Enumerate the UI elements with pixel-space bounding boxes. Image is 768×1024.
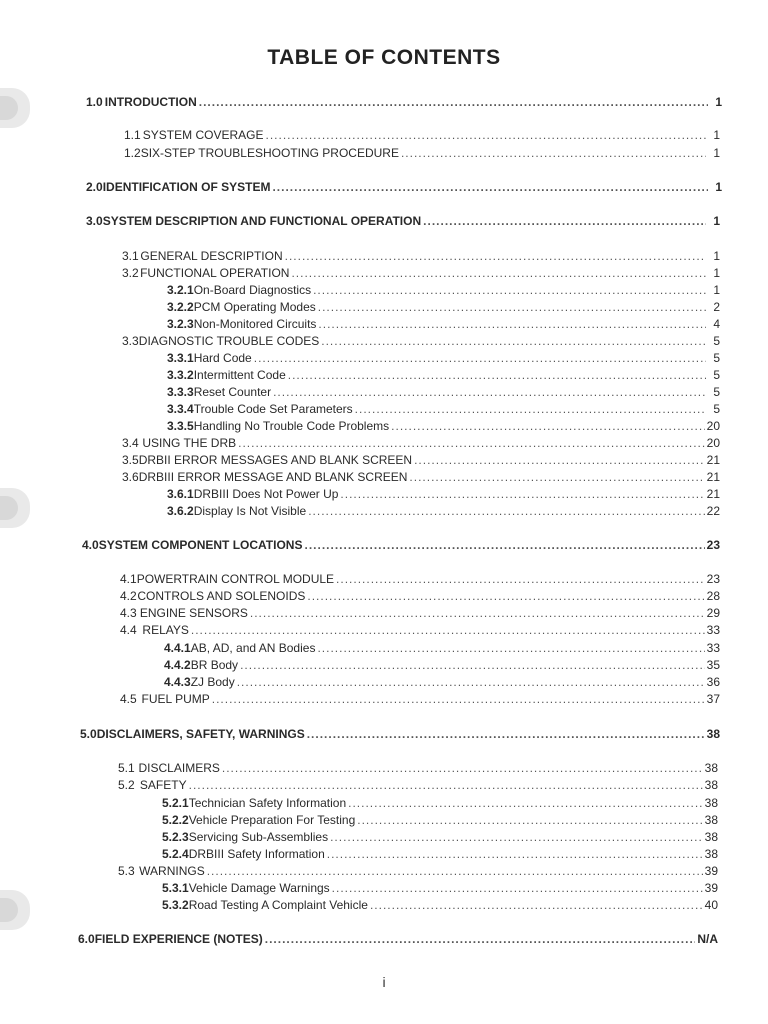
toc-leader bbox=[370, 898, 703, 913]
toc-entry-3-2-3 bbox=[167, 317, 720, 332]
toc-page-number: 39 bbox=[704, 881, 718, 895]
toc-page-number: 33 bbox=[706, 641, 720, 655]
toc-number: 3.4 bbox=[122, 436, 139, 450]
toc-number: 3.2.2 bbox=[167, 300, 194, 314]
toc-label: DIAGNOSTIC TROUBLE CODES bbox=[138, 334, 320, 348]
toc-label: FUNCTIONAL OPERATION bbox=[140, 266, 290, 280]
toc-entry-5-2-3 bbox=[162, 830, 718, 845]
toc-leader bbox=[240, 658, 705, 673]
toc-leader bbox=[355, 402, 706, 417]
toc-label: DRBIII ERROR MESSAGE AND BLANK SCREEN bbox=[138, 470, 408, 484]
toc-page-number: 35 bbox=[706, 658, 720, 672]
toc-leader bbox=[317, 641, 704, 656]
toc-entry-1-1 bbox=[124, 128, 720, 143]
toc-entry-5-3 bbox=[118, 864, 718, 879]
toc-label: DISCLAIMERS bbox=[138, 761, 220, 775]
toc-leader bbox=[340, 487, 704, 502]
toc-number: 3.0 bbox=[86, 214, 103, 228]
toc-leader bbox=[423, 214, 706, 229]
toc-entry-5-2 bbox=[118, 778, 718, 793]
toc-page-number: 39 bbox=[704, 864, 718, 878]
toc-label: Vehicle Damage Warnings bbox=[188, 881, 330, 895]
toc-number: 3.3.2 bbox=[167, 368, 194, 382]
toc-page-number: 5 bbox=[713, 351, 720, 365]
toc-page-number: 5 bbox=[713, 402, 720, 416]
toc-leader bbox=[250, 606, 705, 621]
toc-label: RELAYS bbox=[142, 623, 189, 637]
toc-leader bbox=[308, 504, 704, 519]
toc-entry-3-6-1 bbox=[167, 487, 720, 502]
toc-number: 1.1 bbox=[124, 128, 141, 142]
toc-number: 3.2.3 bbox=[167, 317, 194, 331]
toc-entry-4-4-2 bbox=[164, 658, 720, 673]
toc-page-number: 21 bbox=[706, 487, 720, 501]
toc-label: Intermittent Code bbox=[193, 368, 286, 382]
toc-number: 5.2.4 bbox=[162, 847, 189, 861]
toc-label: Display Is Not Visible bbox=[193, 504, 307, 518]
toc-label: Reset Counter bbox=[193, 385, 272, 399]
toc-number: 5.0 bbox=[80, 727, 97, 741]
toc-label: PCM Operating Modes bbox=[193, 300, 316, 314]
toc-label: SYSTEM COVERAGE bbox=[142, 128, 264, 142]
toc-entry-3-3-1 bbox=[167, 351, 720, 366]
toc-label: Road Testing A Complaint Vehicle bbox=[188, 898, 368, 912]
toc-label: POWERTRAIN CONTROL MODULE bbox=[136, 572, 335, 586]
toc-label: ENGINE SENSORS bbox=[139, 606, 248, 620]
toc-entry-1-2 bbox=[124, 146, 720, 161]
toc-entry-3-4 bbox=[122, 436, 720, 451]
toc-number: 4.4.2 bbox=[164, 658, 191, 672]
toc-page-number: 29 bbox=[706, 606, 720, 620]
toc-entry-5-2-1 bbox=[162, 796, 718, 811]
toc-page-number: 23 bbox=[706, 538, 720, 552]
toc-entry-3-0 bbox=[86, 214, 720, 229]
toc-leader bbox=[307, 589, 704, 604]
toc-page-number: 1 bbox=[713, 266, 720, 280]
toc-leader bbox=[285, 249, 706, 264]
toc-entry-3-6-2 bbox=[167, 504, 720, 519]
toc-label: DRBIII Safety Information bbox=[188, 847, 325, 861]
toc-number: 1.0 bbox=[86, 95, 103, 109]
toc-entry-4-4 bbox=[120, 623, 720, 638]
toc-entry-3-3-3 bbox=[167, 385, 720, 400]
toc-leader bbox=[191, 623, 705, 638]
toc-page-number: 21 bbox=[706, 470, 720, 484]
toc-number: 3.1 bbox=[122, 249, 139, 263]
toc-number: 6.0 bbox=[78, 932, 95, 946]
toc-leader bbox=[237, 675, 705, 690]
toc-label: IDENTIFICATION OF SYSTEM bbox=[102, 180, 271, 194]
toc-page-number: 20 bbox=[706, 419, 720, 433]
toc-entry-3-5 bbox=[122, 453, 720, 468]
toc-page-number: 40 bbox=[704, 898, 718, 912]
toc-label: CONTROLS AND SOLENOIDS bbox=[137, 589, 306, 603]
toc-page-number: 1 bbox=[715, 180, 722, 194]
toc-label: SAFETY bbox=[139, 778, 187, 792]
toc-leader bbox=[265, 932, 696, 947]
toc-number: 3.3 bbox=[122, 334, 139, 348]
toc-number: 4.3 bbox=[120, 606, 137, 620]
toc-page-number: 2 bbox=[713, 300, 720, 314]
toc-entry-3-3 bbox=[122, 334, 720, 349]
toc-label: On-Board Diagnostics bbox=[193, 283, 312, 297]
page-title: TABLE OF CONTENTS bbox=[267, 46, 501, 69]
toc-label: WARNINGS bbox=[139, 864, 205, 878]
toc-number: 4.4.1 bbox=[164, 641, 191, 655]
toc-label: FIELD EXPERIENCE (NOTES) bbox=[94, 932, 263, 946]
toc-entry-3-2-1 bbox=[167, 283, 720, 298]
toc-number: 3.3.1 bbox=[167, 351, 194, 365]
toc-page-number: 1 bbox=[713, 128, 720, 142]
toc-leader bbox=[222, 761, 703, 776]
toc-number: 3.3.5 bbox=[167, 419, 194, 433]
toc-number: 4.2 bbox=[120, 589, 137, 603]
toc-number: 2.0 bbox=[86, 180, 103, 194]
toc-page-number: 38 bbox=[704, 847, 718, 861]
toc-number: 5.3.1 bbox=[162, 881, 189, 895]
toc-number: 4.4.3 bbox=[164, 675, 191, 689]
toc-page-number: 38 bbox=[704, 813, 718, 827]
toc-entry-4-2 bbox=[120, 589, 720, 604]
toc-entry-5-0 bbox=[80, 727, 720, 742]
toc-page-number: 21 bbox=[706, 453, 720, 467]
toc-leader bbox=[207, 864, 703, 879]
toc-page-number: 1 bbox=[713, 214, 720, 228]
toc-leader bbox=[318, 300, 706, 315]
toc-entry-3-2-2 bbox=[167, 300, 720, 315]
toc-label: GENERAL DESCRIPTION bbox=[140, 249, 283, 263]
toc-leader bbox=[391, 419, 704, 434]
toc-entry-3-1 bbox=[122, 249, 720, 264]
toc-entry-3-3-5 bbox=[167, 419, 720, 434]
toc-label: Servicing Sub-Assemblies bbox=[188, 830, 329, 844]
toc-page-number: 38 bbox=[704, 761, 718, 775]
toc-entry-2-0 bbox=[86, 180, 722, 195]
toc-number: 5.2.2 bbox=[162, 813, 189, 827]
toc-leader bbox=[401, 146, 706, 161]
binder-hole bbox=[0, 88, 30, 128]
toc-entry-3-3-4 bbox=[167, 402, 720, 417]
toc-entry-5-1 bbox=[118, 761, 718, 776]
toc-entry-1-0 bbox=[86, 95, 722, 110]
toc-entry-5-3-1 bbox=[162, 881, 718, 896]
toc-label: SYSTEM COMPONENT LOCATIONS bbox=[98, 538, 303, 552]
toc-entry-6-0 bbox=[78, 932, 718, 947]
toc-entry-3-3-2 bbox=[167, 368, 720, 383]
toc-entry-5-2-2 bbox=[162, 813, 718, 828]
toc-entry-4-5 bbox=[120, 692, 720, 707]
toc-leader bbox=[304, 538, 704, 553]
toc-leader bbox=[318, 317, 706, 332]
toc-leader bbox=[336, 572, 705, 587]
toc-label: Vehicle Preparation For Testing bbox=[188, 813, 356, 827]
toc-entry-4-0 bbox=[82, 538, 720, 553]
toc-page-number: 38 bbox=[704, 796, 718, 810]
toc-label: Handling No Trouble Code Problems bbox=[193, 419, 390, 433]
binder-hole bbox=[0, 890, 30, 930]
toc-label: ZJ Body bbox=[190, 675, 235, 689]
toc-label: BR Body bbox=[190, 658, 239, 672]
toc-number: 3.5 bbox=[122, 453, 139, 467]
toc-label: INTRODUCTION bbox=[104, 95, 197, 109]
toc-page-number: N/A bbox=[697, 932, 718, 946]
binder-hole bbox=[0, 488, 30, 528]
toc-page-number: 38 bbox=[704, 778, 718, 792]
toc-leader bbox=[254, 351, 706, 366]
toc-number: 3.6 bbox=[122, 470, 139, 484]
toc-number: 4.0 bbox=[82, 538, 99, 552]
toc-page-number: 36 bbox=[706, 675, 720, 689]
toc-page-number: 1 bbox=[713, 283, 720, 297]
toc-number: 5.3.2 bbox=[162, 898, 189, 912]
toc-entry-4-3 bbox=[120, 606, 720, 621]
toc-page-number: 1 bbox=[713, 146, 720, 160]
toc-number: 5.3 bbox=[118, 864, 135, 878]
toc-leader bbox=[330, 830, 703, 845]
toc-entry-4-4-1 bbox=[164, 641, 720, 656]
toc-number: 3.3.4 bbox=[167, 402, 194, 416]
toc-label: FUEL PUMP bbox=[141, 692, 210, 706]
toc-label: Hard Code bbox=[193, 351, 252, 365]
toc-page-number: 1 bbox=[713, 249, 720, 263]
toc-leader bbox=[327, 847, 703, 862]
toc-label: AB, AD, and AN Bodies bbox=[190, 641, 316, 655]
toc-label: USING THE DRB bbox=[142, 436, 237, 450]
toc-leader bbox=[307, 727, 705, 742]
toc-page-number: 5 bbox=[713, 385, 720, 399]
toc-label: SYSTEM DESCRIPTION AND FUNCTIONAL OPERATION bbox=[102, 214, 422, 228]
toc-leader bbox=[357, 813, 702, 828]
toc-leader bbox=[291, 266, 706, 281]
toc-entry-5-2-4 bbox=[162, 847, 718, 862]
toc-label: Trouble Code Set Parameters bbox=[193, 402, 353, 416]
page-number: i bbox=[382, 974, 386, 990]
toc-leader bbox=[332, 881, 703, 896]
toc-number: 3.3.3 bbox=[167, 385, 194, 399]
toc-page-number: 5 bbox=[713, 334, 720, 348]
toc-number: 4.1 bbox=[120, 572, 137, 586]
toc-page-number: 28 bbox=[706, 589, 720, 603]
toc-number: 3.2 bbox=[122, 266, 139, 280]
toc-number: 3.6.2 bbox=[167, 504, 194, 518]
toc-leader bbox=[273, 385, 706, 400]
toc-label: Technician Safety Information bbox=[188, 796, 347, 810]
toc-number: 5.2.1 bbox=[162, 796, 189, 810]
toc-leader bbox=[238, 436, 705, 451]
toc-number: 4.5 bbox=[120, 692, 137, 706]
toc-leader bbox=[321, 334, 706, 349]
toc-page-number: 5 bbox=[713, 368, 720, 382]
toc-leader bbox=[313, 283, 706, 298]
toc-page-number: 38 bbox=[704, 830, 718, 844]
toc-leader bbox=[266, 128, 707, 143]
toc-leader bbox=[272, 180, 708, 195]
toc-label: DRBII ERROR MESSAGES AND BLANK SCREEN bbox=[138, 453, 413, 467]
toc-label: DRBIII Does Not Power Up bbox=[193, 487, 339, 501]
toc-page-number: 38 bbox=[706, 727, 720, 741]
toc-leader bbox=[288, 368, 706, 383]
toc-entry-3-2 bbox=[122, 266, 720, 281]
toc-leader bbox=[212, 692, 705, 707]
toc-page-number: 22 bbox=[706, 504, 720, 518]
toc-number: 3.2.1 bbox=[167, 283, 194, 297]
toc-label: DISCLAIMERS, SAFETY, WARNINGS bbox=[96, 727, 305, 741]
toc-entry-4-1 bbox=[120, 572, 720, 587]
toc-number: 5.1 bbox=[118, 761, 135, 775]
toc-number: 3.6.1 bbox=[167, 487, 194, 501]
toc-page-number: 33 bbox=[706, 623, 720, 637]
toc-label: Non-Monitored Circuits bbox=[193, 317, 317, 331]
toc-page-number: 1 bbox=[715, 95, 722, 109]
toc-page-number: 37 bbox=[706, 692, 720, 706]
toc-page-number: 20 bbox=[706, 436, 720, 450]
toc-page-number: 4 bbox=[713, 317, 720, 331]
toc-number: 5.2 bbox=[118, 778, 135, 792]
toc-leader bbox=[199, 95, 708, 110]
toc-number: 4.4 bbox=[120, 623, 137, 637]
toc-leader bbox=[409, 470, 704, 485]
toc-leader bbox=[414, 453, 705, 468]
toc-number: 1.2 bbox=[124, 146, 141, 160]
toc-leader bbox=[348, 796, 703, 811]
toc-number: 5.2.3 bbox=[162, 830, 189, 844]
toc-entry-4-4-3 bbox=[164, 675, 720, 690]
toc-leader bbox=[189, 778, 703, 793]
toc-entry-5-3-2 bbox=[162, 898, 718, 913]
toc-entry-3-6 bbox=[122, 470, 720, 485]
toc-label: SIX-STEP TROUBLESHOOTING PROCEDURE bbox=[140, 146, 399, 160]
toc-page-number: 23 bbox=[706, 572, 720, 586]
